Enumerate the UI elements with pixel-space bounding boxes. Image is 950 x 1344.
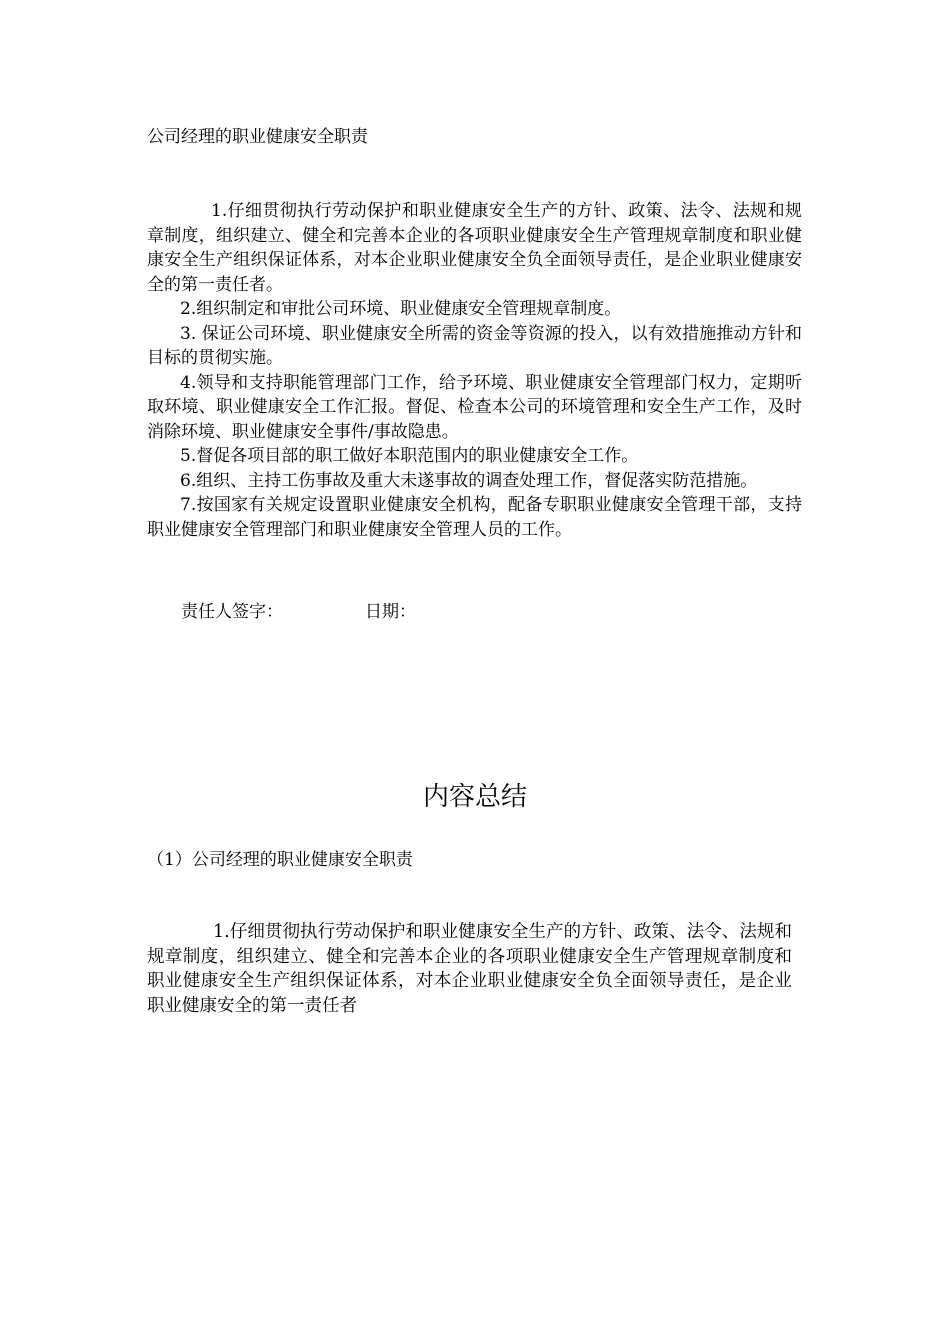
signature-label: 责任人签字： bbox=[181, 602, 283, 622]
date-label: 日期： bbox=[365, 602, 416, 622]
summary-body: 1.仔细贯彻执行劳动保护和职业健康安全生产的方针、政策、法令、法规和规章制度，组织建立、健全和完善本企业的各项职业健康安全生产管理规章制度和职业健康安全生产组织保证体系，对本企业职业健康安全负全面领导责任，是企业职业健康安全的第一责任者 bbox=[147, 922, 792, 1016]
duty-paragraph-1: 1.仔细贯彻执行劳动保护和职业健康安全生产的方针、政策、法令、法规和规章制度，组织建立、健全和完善本企业的各项职业健康安全生产管理规章制度和职业健康安全生产组织保证体系，对本企业职业健康安全负全面领导责任，是企业职业健康安全的第一责任者。 bbox=[147, 201, 802, 295]
summary-title: 内容总结 bbox=[422, 782, 527, 812]
duty-paragraph-2: 2.组织制定和审批公司环境、职业健康安全管理规章制度。 bbox=[180, 299, 622, 319]
duty-paragraph-6: 6.组织、主持工伤事故及重大未遂事故的调查处理工作，督促落实防范措施。 bbox=[180, 470, 758, 491]
duty-paragraph-5: 5.督促各项目部的职工做好本职范围内的职业健康安全工作。 bbox=[180, 446, 639, 466]
duty-paragraph-3: 3. 保证公司环境、职业健康安全所需的资金等资源的投入，以有效措施推动方针和目标的贯彻实施。 bbox=[147, 323, 802, 368]
signature-line bbox=[181, 600, 416, 624]
duty-paragraph-4: 4.领导和支持职能管理部门工作，给予环境、职业健康安全管理部门权力，定期听取环境、职业健康安全工作汇报。督促、检查本公司的环境管理和安全生产工作，及时消除环境、职业健康安全事件/事故隐患。 bbox=[147, 372, 802, 442]
duty-paragraph-7: 7.按国家有关规定设置职业健康安全机构，配备专职职业健康安全管理干部，支持职业健康安全管理部门和职业健康安全管理人员的工作。 bbox=[147, 495, 802, 540]
document-heading: 公司经理的职业健康安全职责 bbox=[147, 127, 368, 147]
summary-subtitle: （1）公司经理的职业健康安全职责 bbox=[147, 850, 413, 870]
duties-list bbox=[147, 199, 802, 542]
